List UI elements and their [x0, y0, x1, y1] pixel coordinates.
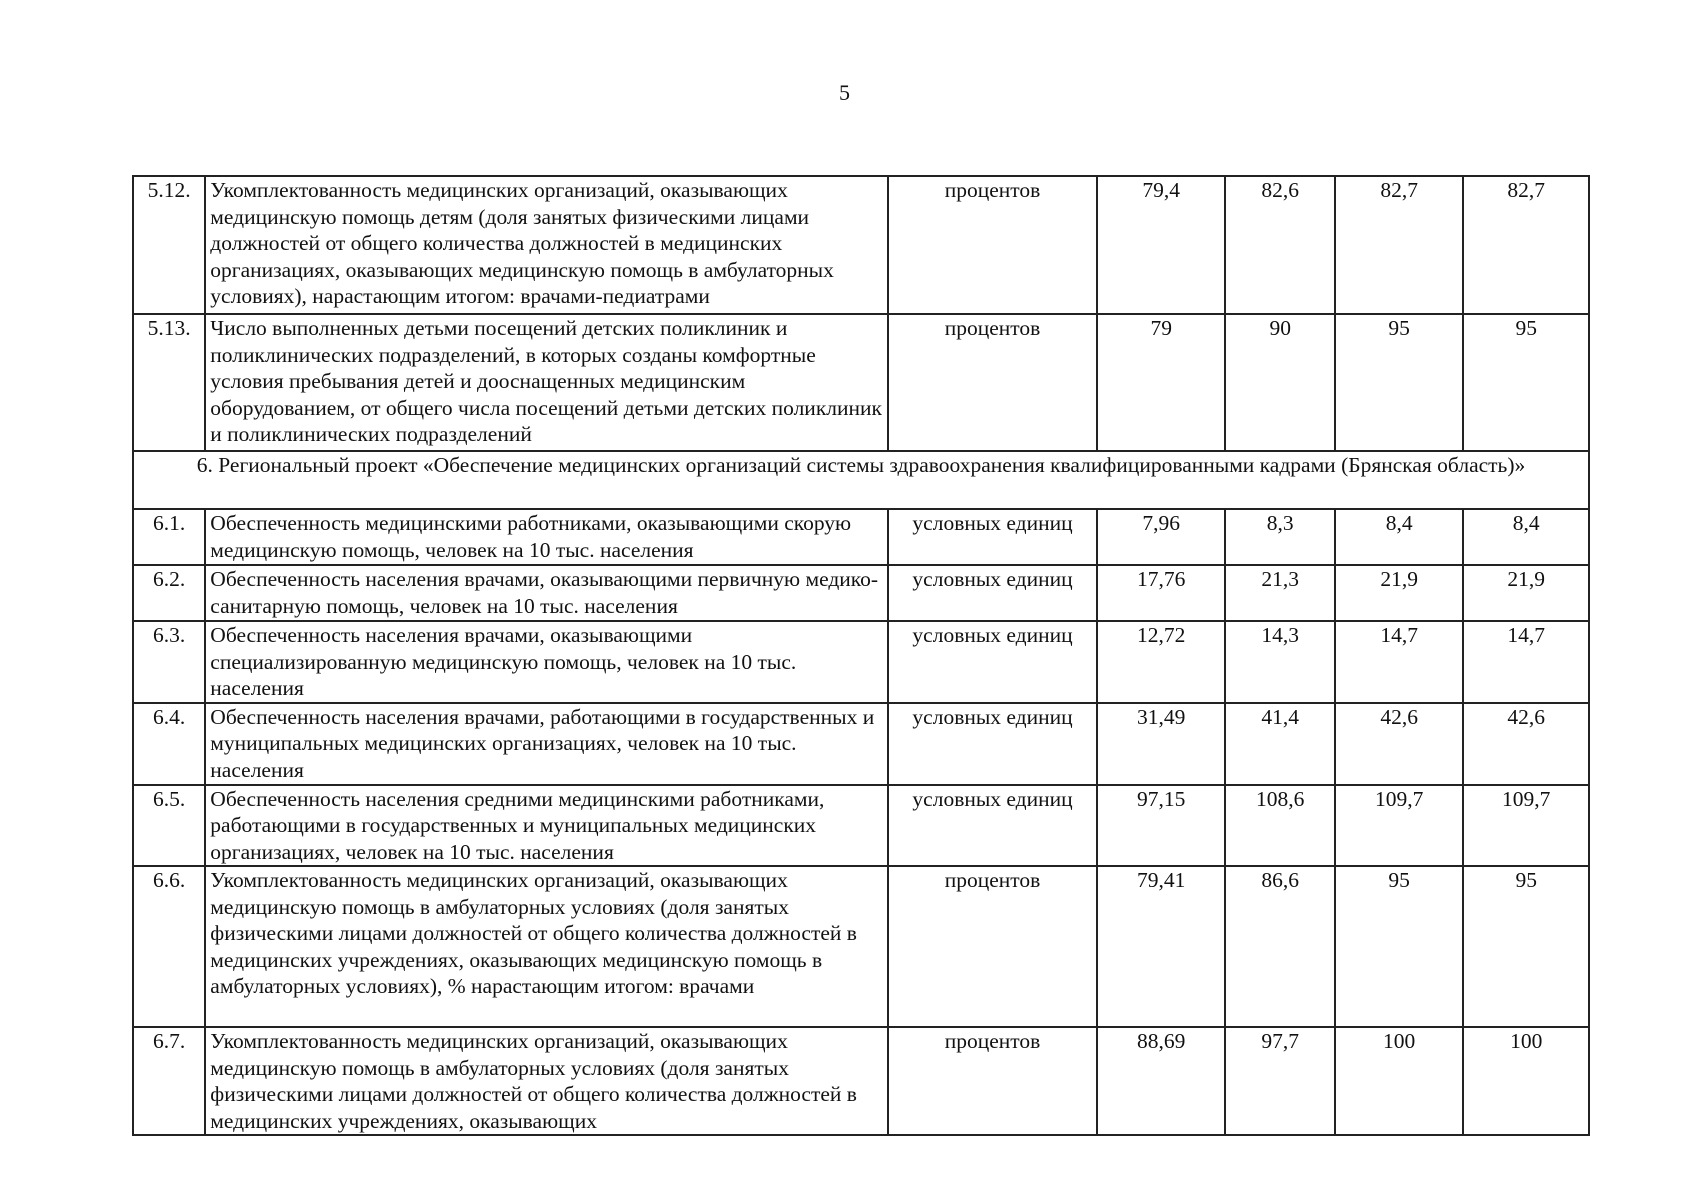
value-cell-3: 109,7	[1335, 785, 1464, 867]
table-row	[133, 621, 1589, 703]
value-cell-3: 100	[1335, 1027, 1464, 1135]
value-cell-1: 17,76	[1097, 565, 1226, 621]
unit-cell: условных единиц	[888, 621, 1097, 703]
indicator-description: Обеспеченность населения врачами, работающими в государственных и муниципальных медицинских организациях, человек на 10 тыс. населения	[205, 703, 888, 785]
value-cell-2: 21,3	[1225, 565, 1334, 621]
value-cell-3: 95	[1335, 866, 1464, 1027]
value-cell-4: 42,6	[1463, 703, 1589, 785]
row-number: 6.6.	[133, 866, 205, 1027]
value-cell-1: 79,4	[1097, 176, 1226, 314]
value-cell-2: 86,6	[1225, 866, 1334, 1027]
section-header-row	[133, 451, 1589, 509]
table-row	[133, 866, 1589, 1027]
indicator-description: Обеспеченность медицинскими работниками, оказывающими скорую медицинскую помощь, человек на 10 тыс. населения	[205, 509, 888, 565]
value-cell-4: 100	[1463, 1027, 1589, 1135]
table-row	[133, 1027, 1589, 1135]
unit-cell: условных единиц	[888, 509, 1097, 565]
value-cell-1: 97,15	[1097, 785, 1226, 867]
section-title: 6. Региональный проект «Обеспечение медицинских организаций системы здравоохранения квалифицированными кадрами (Брянская область)»	[133, 451, 1589, 509]
row-number: 6.1.	[133, 509, 205, 565]
indicator-description: Обеспеченность населения средними медицинскими работниками, работающими в государственных и муниципальных медицинских организациях, человек на 10 тыс. населения	[205, 785, 888, 867]
table-row	[133, 509, 1589, 565]
unit-cell: условных единиц	[888, 703, 1097, 785]
value-cell-3: 14,7	[1335, 621, 1464, 703]
indicator-description: Обеспеченность населения врачами, оказывающими специализированную медицинскую помощь, человек на 10 тыс. населения	[205, 621, 888, 703]
row-number: 6.4.	[133, 703, 205, 785]
row-number: 6.2.	[133, 565, 205, 621]
unit-cell: условных единиц	[888, 785, 1097, 867]
indicator-description: Обеспеченность населения врачами, оказывающими первичную медико-санитарную помощь, человек на 10 тыс. населения	[205, 565, 888, 621]
value-cell-1: 79	[1097, 314, 1226, 451]
indicators-table	[132, 175, 1590, 1136]
row-number: 6.3.	[133, 621, 205, 703]
indicator-description: Число выполненных детьми посещений детских поликлиник и поликлинических подразделений, в которых созданы комфортные условия пребывания детей и дооснащенных медицинским оборудованием, от общего числа посещений детьми детских поликлиник и поликлинических подразделений	[205, 314, 888, 451]
value-cell-4: 21,9	[1463, 565, 1589, 621]
value-cell-4: 82,7	[1463, 176, 1589, 314]
value-cell-3: 21,9	[1335, 565, 1464, 621]
value-cell-1: 31,49	[1097, 703, 1226, 785]
value-cell-1: 79,41	[1097, 866, 1226, 1027]
value-cell-2: 90	[1225, 314, 1334, 451]
table-row	[133, 565, 1589, 621]
unit-cell: процентов	[888, 1027, 1097, 1135]
unit-cell: процентов	[888, 866, 1097, 1027]
unit-cell: процентов	[888, 314, 1097, 451]
value-cell-1: 12,72	[1097, 621, 1226, 703]
value-cell-3: 82,7	[1335, 176, 1464, 314]
value-cell-3: 8,4	[1335, 509, 1464, 565]
indicator-description: Укомплектованность медицинских организаций, оказывающих медицинскую помощь детям (доля занятых физическими лицами должностей от общего количества должностей в медицинских организациях, оказывающих медицинскую помощь в амбулаторных условиях), нарастающим итогом: врачами-педиатрами	[205, 176, 888, 314]
value-cell-2: 97,7	[1225, 1027, 1334, 1135]
value-cell-1: 7,96	[1097, 509, 1226, 565]
value-cell-3: 95	[1335, 314, 1464, 451]
indicator-description: Укомплектованность медицинских организаций, оказывающих медицинскую помощь в амбулаторных условиях (доля занятых физическими лицами должностей от общего количества должностей в медицинских учреждениях, оказывающих	[205, 1027, 888, 1135]
row-number: 5.12.	[133, 176, 205, 314]
indicator-description: Укомплектованность медицинских организаций, оказывающих медицинскую помощь в амбулаторных условиях (доля занятых физическими лицами должностей от общего количества должностей в медицинских учреждениях, оказывающих медицинскую помощь в амбулаторных условиях), % нарастающим итогом: врачами	[205, 866, 888, 1027]
row-number: 6.5.	[133, 785, 205, 867]
page-number: 5	[839, 80, 850, 105]
unit-cell: процентов	[888, 176, 1097, 314]
value-cell-4: 95	[1463, 866, 1589, 1027]
table-row	[133, 176, 1589, 314]
value-cell-2: 14,3	[1225, 621, 1334, 703]
value-cell-2: 82,6	[1225, 176, 1334, 314]
value-cell-2: 8,3	[1225, 509, 1334, 565]
value-cell-2: 41,4	[1225, 703, 1334, 785]
table-row	[133, 703, 1589, 785]
value-cell-1: 88,69	[1097, 1027, 1226, 1135]
value-cell-4: 95	[1463, 314, 1589, 451]
unit-cell: условных единиц	[888, 565, 1097, 621]
row-number: 5.13.	[133, 314, 205, 451]
value-cell-4: 8,4	[1463, 509, 1589, 565]
value-cell-4: 14,7	[1463, 621, 1589, 703]
value-cell-3: 42,6	[1335, 703, 1464, 785]
value-cell-2: 108,6	[1225, 785, 1334, 867]
row-number: 6.7.	[133, 1027, 205, 1135]
value-cell-4: 109,7	[1463, 785, 1589, 867]
table-row	[133, 785, 1589, 867]
table-row	[133, 314, 1589, 451]
